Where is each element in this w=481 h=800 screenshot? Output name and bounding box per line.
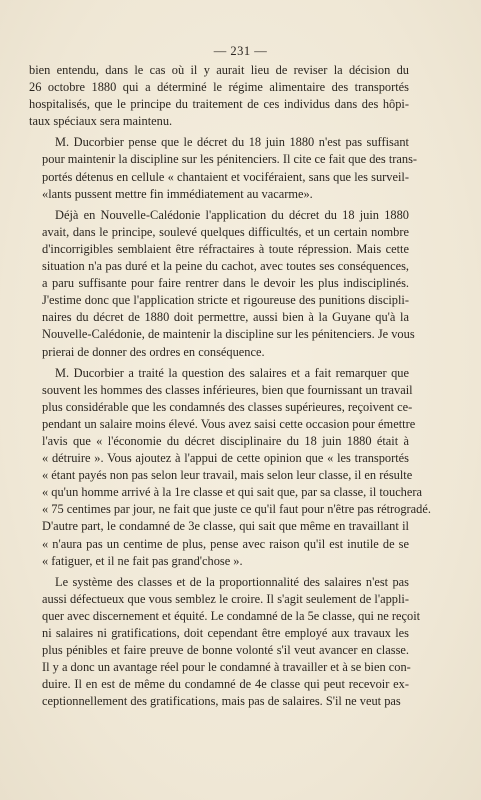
text-line: hospitalisés, que le principe du traitement de ces individus dans des hôpi- bbox=[29, 97, 409, 112]
paragraph bbox=[29, 574, 421, 711]
text-line: l'avis que « l'économie du décret disciplinaire du 18 juin 1880 était à bbox=[42, 433, 409, 448]
text-line: a paru suffisante pour faire rentrer dans le devoir les plus indisciplinés. bbox=[42, 276, 409, 291]
text-line: pour maintenir la discipline sur les pénitenciers. Il cite ce fait que des trans- bbox=[42, 152, 418, 167]
text-line: «lants pussent mettre fin immédiatement au vacarme». bbox=[42, 186, 313, 201]
text-line: ceptionnellement des gratifications, mais pas de salaires. S'il ne veut pas bbox=[42, 694, 401, 709]
paragraph bbox=[29, 207, 415, 361]
text-line: avait, dans le principe, soulevé quelques difficultés, et un certain nombre bbox=[42, 224, 409, 239]
text-line: « n'aura pas un centime de plus, pense avec raison qu'il est inutile de se bbox=[42, 536, 409, 551]
text-line: 26 octobre 1880 qui a déterminé le régime alimentaire des transportés bbox=[29, 80, 409, 95]
text-line: Déjà en Nouvelle-Calédonie l'application du décret du 18 juin 1880 bbox=[55, 207, 409, 222]
text-line: M. Ducorbier a traité la question des salaires et a fait remarquer que bbox=[55, 365, 409, 380]
text-line: J'estime donc que l'application stricte et rigoureuse des punitions discipli- bbox=[42, 293, 409, 308]
text-line: plus considérable que les condamnés des classes supérieures, reçoivent ce- bbox=[42, 399, 413, 414]
page-number: — 231 — bbox=[213, 44, 268, 58]
text-line: « étant payés non pas selon leur travail, mais selon leur classe, il en résulte bbox=[42, 468, 413, 483]
text-line: prierai de donner des ordres en conséquence. bbox=[42, 344, 265, 359]
text-line: souvent les hommes des classes inférieures, bien que fournissant un travail bbox=[42, 382, 413, 397]
text-line: bien entendu, dans le cas où il y aurait lieu de reviser la décision du bbox=[29, 63, 409, 77]
text-line: M. Ducorbier pense que le décret du 18 juin 1880 n'est pas suffisant bbox=[55, 135, 409, 150]
text-line: d'incorrigibles semblaient être réfractaires à toute répression. Mais cette bbox=[42, 241, 409, 256]
paragraph bbox=[29, 365, 431, 570]
text-line: portés détenus en cellule « chantaient et vociféraient, sans que les surveil- bbox=[42, 169, 409, 184]
text-line: plus pénibles et faire preuve de bonne volonté s'il veut avancer en classe. bbox=[42, 643, 409, 658]
paragraph bbox=[29, 134, 418, 202]
body-text bbox=[29, 62, 431, 710]
text-line: Il y a donc un avantage réel pour le condamné à travailler et à se bien con- bbox=[42, 660, 411, 675]
text-line: « détruire ». Vous ajoutez à l'appui de cette opinion que « les transportés bbox=[42, 451, 409, 466]
text-line: taux spéciaux sera maintenu. bbox=[29, 114, 173, 129]
text-line: « fatiguer, et il ne fait pas grand'chose ». bbox=[42, 553, 243, 568]
text-line: quer avec discernement et équité. Le condamné de la 5e classe, qui ne reçoit bbox=[42, 608, 421, 623]
text-line: situation n'a pas duré et la peine du cachot, avec toutes ses conséquences, bbox=[42, 259, 409, 274]
text-line: pendant un salaire moins élevé. Vous avez saisi cette occasion pour émettre bbox=[42, 416, 416, 431]
text-line: D'autre part, le condamné de 3e classe, qui sait que même en travaillant il bbox=[42, 519, 409, 534]
text-line: Nouvelle-Calédonie, de maintenir la discipline sur les pénitenciers. Je vous bbox=[42, 327, 415, 342]
text-line: duire. Il en est de même du condamné de 4e classe qui peut recevoir ex- bbox=[42, 677, 409, 692]
text-line: aussi défectueux que vous semblez le croire. Il s'agit seulement de l'appli- bbox=[42, 591, 409, 606]
text-line: « 75 centimes par jour, ne fait que juste ce qu'il faut pour n'être pas rétrogradé. bbox=[42, 502, 431, 517]
text-line: Le système des classes et de la proportionnalité des salaires n'est pas bbox=[55, 574, 409, 589]
text-line: « qu'un homme arrivé à la 1re classe et qui sait que, par sa classe, il touchera bbox=[42, 485, 423, 500]
paragraph bbox=[29, 62, 409, 130]
text-line: naires du décret de 1880 doit permettre, aussi bien à la Guyane qu'à la bbox=[42, 310, 409, 325]
text-line: ni salaires ni gratifications, doit cependant être employé aux travaux les bbox=[42, 626, 409, 640]
